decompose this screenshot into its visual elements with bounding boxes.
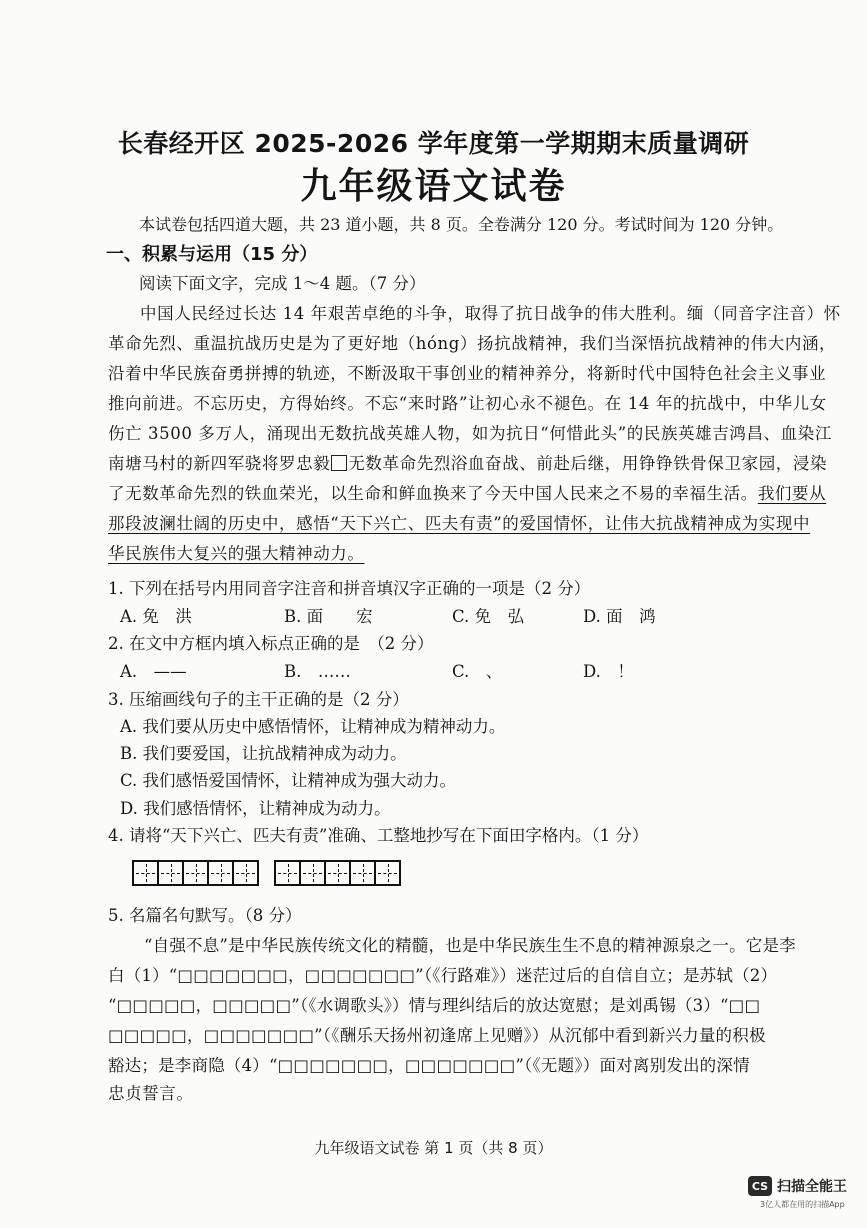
grid-cell[interactable] <box>182 860 209 886</box>
grid-cell[interactable] <box>349 860 376 886</box>
question-5-stem: 5. 名篇名句默写。（8 分） <box>108 906 302 925</box>
grid-cell[interactable] <box>299 860 326 886</box>
question-1-stem: 1. 下列在括号内用同音字注音和拼音填汉字正确的一项是（2 分） <box>108 579 591 598</box>
grid-cell[interactable] <box>232 860 259 886</box>
q5-line: 豁达；是李商隐（4）“□□□□□□□，□□□□□□□”（《无题》）面对离别发出的深情 <box>108 1056 750 1075</box>
q2-option-d: D. ！ <box>583 662 634 681</box>
passage-text: 了无数革命先烈的铁血荣光，以生命和鲜血换来了今天中国人民来之不易的幸福生活。 <box>108 484 758 503</box>
writing-grid-left[interactable] <box>132 860 257 886</box>
passage-line: 伤亡 3500 多万人，涌现出无数抗战英雄人物，如为抗日“何惜此头”的民族英雄吉鸿昌、血染江 <box>108 424 832 443</box>
q1-option-d: D. 面 鸿 <box>583 607 656 626</box>
reading-prompt: 阅读下面文字，完成 1～4 题。（7 分） <box>139 274 426 293</box>
watermark-name: 扫描全能王 <box>777 1179 847 1195</box>
q1-option-c: C. 免 弘 <box>452 607 525 626</box>
q2-option-c: C. 、 <box>452 662 503 681</box>
question-2-stem: 2. 在文中方框内填入标点正确的是 （2 分） <box>108 634 434 653</box>
grid-cell[interactable] <box>274 860 301 886</box>
punctuation-blank-box <box>331 455 347 471</box>
writing-grid-right[interactable] <box>274 860 399 886</box>
grid-cell[interactable] <box>207 860 234 886</box>
section-heading: 一、积累与运用（15 分） <box>106 244 318 265</box>
q5-line: “□□□□□，□□□□□”（《水调歌头》）情与理纠结后的放达宽慰；是刘禹锡（3）“□□ <box>108 996 761 1015</box>
q3-option-a: A. 我们要从历史中感悟情怀，让精神成为精神动力。 <box>120 717 506 736</box>
question-3-stem: 3. 压缩画线句子的主干正确的是（2 分） <box>108 690 409 709</box>
watermark-subtitle: 3亿人都在用的扫描App <box>760 1200 845 1209</box>
q5-line: 忠贞誓言。 <box>108 1084 194 1103</box>
q3-option-d: D. 我们感悟情怀，让精神成为动力。 <box>120 799 391 818</box>
passage-text: 无数革命先烈浴血奋战、前赴后继，用铮铮铁骨保卫家园，浸染 <box>348 454 828 473</box>
passage-text: 南塘马村的新四军骁将罗忠毅 <box>108 454 331 473</box>
exam-title: 长春经开区 2025-2026 学年度第一学期期末质量调研 <box>117 129 750 158</box>
underlined-sentence: 华民族伟大复兴的强大精神动力。 <box>108 544 365 563</box>
underlined-sentence: 我们要从 <box>757 484 827 503</box>
passage-line: 沿着中华民族奋勇拼搏的轨迹，不断汲取干事创业的精神养分，将新时代中国特色社会主义事业 <box>108 364 827 383</box>
q5-line: 白（1）“□□□□□□□，□□□□□□□”（《行路难》）迷茫过后的自信自立；是苏轼（2） <box>108 966 778 985</box>
passage-line: 推向前进。不忘历史，方得始终。不忘“来时路”让初心永不褪色。在 14 年的抗战中，中华儿女 <box>108 394 827 413</box>
exam-intro: 本试卷包括四道大题，共 23 道小题，共 8 页。全卷满分 120 分。考试时间为 120 分钟。 <box>139 215 784 234</box>
scanner-watermark <box>748 1176 847 1196</box>
exam-subtitle: 九年级语文试卷 <box>300 166 567 207</box>
q2-option-b: B. …… <box>284 662 351 681</box>
q3-option-b: B. 我们要爱国，让抗战精神成为动力。 <box>120 744 407 763</box>
passage-line: 革命先烈、重温抗战历史是为了更好地（hóng）扬抗战精神，我们当深悟抗战精神的伟大内涵， <box>108 334 837 353</box>
grid-cell[interactable] <box>132 860 159 886</box>
grid-cell[interactable] <box>324 860 351 886</box>
passage-line <box>108 484 826 504</box>
q2-option-a: A. —— <box>120 662 187 681</box>
q1-option-b: B. 面 宏 <box>284 607 373 626</box>
passage-line <box>108 454 827 474</box>
page-footer: 九年级语文试卷 第 1 页（共 8 页） <box>314 1139 553 1157</box>
question-4-stem: 4. 请将“天下兴亡、匹夫有责”准确、工整地抄写在下面田字格内。（1 分） <box>108 826 649 845</box>
underlined-sentence: 那段波澜壮阔的历史中，感悟“天下兴亡、匹夫有责”的爱国情怀，让伟大抗战精神成为实现中 <box>108 514 811 533</box>
passage-line: 中国人民经过长达 14 年艰苦卓绝的斗争，取得了抗日战争的伟大胜利。缅（同音字注音）怀 <box>140 304 841 323</box>
q5-line: “自强不息”是中华民族传统文化的精髓，也是中华民族生生不息的精神源泉之一。它是李 <box>144 936 796 955</box>
grid-cell[interactable] <box>157 860 184 886</box>
q1-option-a: A. 免 洪 <box>120 607 192 626</box>
q5-line: □□□□□，□□□□□□□”（《酬乐天扬州初逢席上见赠》）从沉郁中看到新兴力量的积极 <box>108 1026 766 1045</box>
q3-option-c: C. 我们感悟爱国情怀，让精神成为强大动力。 <box>120 771 457 790</box>
grid-cell[interactable] <box>374 860 401 886</box>
camscanner-icon: CS <box>748 1176 772 1196</box>
